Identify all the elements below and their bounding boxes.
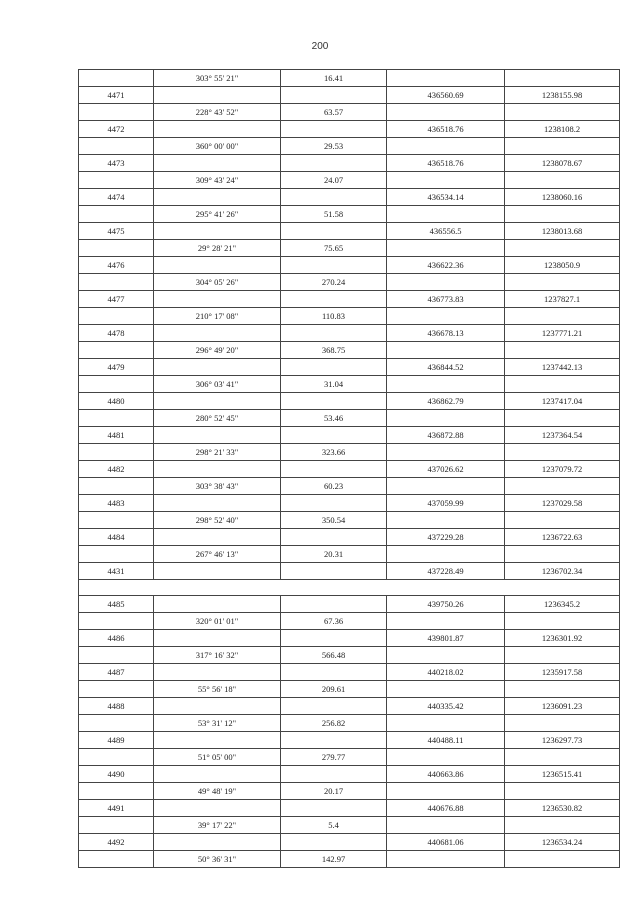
point-cell: 4481 <box>79 427 154 444</box>
point-row <box>79 393 620 410</box>
point-cell: 4488 <box>79 698 154 715</box>
y-coordinate-cell <box>505 478 620 495</box>
point-cell: 4474 <box>79 189 154 206</box>
x-coordinate-cell <box>387 817 505 834</box>
bearing-cell: 55° 56' 18" <box>154 681 281 698</box>
point-cell <box>79 851 154 868</box>
distance-cell: 142.97 <box>281 851 387 868</box>
point-row <box>79 766 620 783</box>
bearing-cell <box>154 189 281 206</box>
y-coordinate-cell <box>505 138 620 155</box>
x-coordinate-cell <box>387 512 505 529</box>
x-coordinate-cell: 436518.76 <box>387 121 505 138</box>
x-coordinate-cell: 436560.69 <box>387 87 505 104</box>
point-cell <box>79 749 154 766</box>
y-coordinate-cell <box>505 817 620 834</box>
point-cell <box>79 70 154 87</box>
bearing-cell <box>154 393 281 410</box>
distance-cell: 323.66 <box>281 444 387 461</box>
y-coordinate-cell: 1236301.92 <box>505 630 620 647</box>
x-coordinate-cell: 440488.11 <box>387 732 505 749</box>
y-coordinate-cell: 1236534.24 <box>505 834 620 851</box>
x-coordinate-cell: 436518.76 <box>387 155 505 172</box>
bearing-cell: 295° 41' 26" <box>154 206 281 223</box>
y-coordinate-cell: 1236722.63 <box>505 529 620 546</box>
distance-cell: 256.82 <box>281 715 387 732</box>
y-coordinate-cell <box>505 308 620 325</box>
point-cell <box>79 410 154 427</box>
x-coordinate-cell <box>387 783 505 800</box>
point-cell <box>79 512 154 529</box>
bearing-cell: 320° 01' 01" <box>154 613 281 630</box>
y-coordinate-cell <box>505 851 620 868</box>
traverse-leg-row <box>79 70 620 87</box>
distance-cell <box>281 800 387 817</box>
point-row <box>79 834 620 851</box>
point-cell: 4431 <box>79 563 154 580</box>
bearing-cell: 309° 43' 24" <box>154 172 281 189</box>
point-cell <box>79 376 154 393</box>
x-coordinate-cell <box>387 410 505 427</box>
y-coordinate-cell: 1236297.73 <box>505 732 620 749</box>
x-coordinate-cell <box>387 138 505 155</box>
x-coordinate-cell: 440335.42 <box>387 698 505 715</box>
x-coordinate-cell <box>387 715 505 732</box>
bearing-cell <box>154 223 281 240</box>
point-cell: 4483 <box>79 495 154 512</box>
y-coordinate-cell <box>505 647 620 664</box>
y-coordinate-cell: 1237029.58 <box>505 495 620 512</box>
y-coordinate-cell: 1238155.98 <box>505 87 620 104</box>
point-cell: 4485 <box>79 596 154 613</box>
y-coordinate-cell <box>505 410 620 427</box>
x-coordinate-cell: 436844.52 <box>387 359 505 376</box>
y-coordinate-cell <box>505 376 620 393</box>
bearing-cell <box>154 87 281 104</box>
y-coordinate-cell <box>505 749 620 766</box>
distance-cell <box>281 359 387 376</box>
bearing-cell <box>154 766 281 783</box>
bearing-cell: 303° 38' 43" <box>154 478 281 495</box>
bearing-cell <box>154 732 281 749</box>
point-cell <box>79 104 154 121</box>
distance-cell <box>281 461 387 478</box>
x-coordinate-cell: 440676.88 <box>387 800 505 817</box>
point-cell: 4479 <box>79 359 154 376</box>
point-row <box>79 664 620 681</box>
y-coordinate-cell <box>505 512 620 529</box>
point-cell: 4491 <box>79 800 154 817</box>
distance-cell: 5.4 <box>281 817 387 834</box>
point-cell <box>79 206 154 223</box>
point-cell: 4477 <box>79 291 154 308</box>
y-coordinate-cell: 1236530.82 <box>505 800 620 817</box>
point-cell <box>79 308 154 325</box>
distance-cell: 209.61 <box>281 681 387 698</box>
y-coordinate-cell: 1236515.41 <box>505 766 620 783</box>
y-coordinate-cell: 1237771.21 <box>505 325 620 342</box>
section-separator <box>79 580 620 596</box>
y-coordinate-cell <box>505 342 620 359</box>
bearing-cell <box>154 495 281 512</box>
point-cell: 4478 <box>79 325 154 342</box>
bearing-cell <box>154 291 281 308</box>
y-coordinate-cell: 1238013.68 <box>505 223 620 240</box>
point-cell: 4486 <box>79 630 154 647</box>
x-coordinate-cell: 437229.28 <box>387 529 505 546</box>
distance-cell: 110.83 <box>281 308 387 325</box>
point-row <box>79 800 620 817</box>
bearing-cell: 210° 17' 08" <box>154 308 281 325</box>
point-cell <box>79 546 154 563</box>
section-separator-row <box>79 580 620 596</box>
x-coordinate-cell: 437228.49 <box>387 563 505 580</box>
point-row <box>79 732 620 749</box>
bearing-cell: 29° 28' 21" <box>154 240 281 257</box>
x-coordinate-cell <box>387 172 505 189</box>
point-cell <box>79 342 154 359</box>
point-cell <box>79 715 154 732</box>
bearing-cell: 280° 52' 45" <box>154 410 281 427</box>
traverse-leg-row <box>79 851 620 868</box>
point-cell: 4473 <box>79 155 154 172</box>
point-row <box>79 563 620 580</box>
x-coordinate-cell <box>387 70 505 87</box>
x-coordinate-cell: 436862.79 <box>387 393 505 410</box>
y-coordinate-cell: 1235917.58 <box>505 664 620 681</box>
x-coordinate-cell <box>387 206 505 223</box>
y-coordinate-cell: 1236091.23 <box>505 698 620 715</box>
traverse-leg-row <box>79 478 620 495</box>
distance-cell: 53.46 <box>281 410 387 427</box>
distance-cell <box>281 766 387 783</box>
y-coordinate-cell <box>505 546 620 563</box>
traverse-leg-row <box>79 715 620 732</box>
y-coordinate-cell: 1236702.34 <box>505 563 620 580</box>
x-coordinate-cell: 440663.86 <box>387 766 505 783</box>
bearing-cell: 51° 05' 00" <box>154 749 281 766</box>
y-coordinate-cell <box>505 70 620 87</box>
bearing-cell: 306° 03' 41" <box>154 376 281 393</box>
traverse-leg-row <box>79 749 620 766</box>
point-row <box>79 87 620 104</box>
page-number: 200 <box>311 41 329 52</box>
x-coordinate-cell: 436556.5 <box>387 223 505 240</box>
x-coordinate-cell <box>387 274 505 291</box>
traverse-leg-row <box>79 783 620 800</box>
x-coordinate-cell: 439801.87 <box>387 630 505 647</box>
traverse-leg-row <box>79 308 620 325</box>
bearing-cell: 228° 43' 52" <box>154 104 281 121</box>
y-coordinate-cell: 1238078.67 <box>505 155 620 172</box>
distance-cell <box>281 630 387 647</box>
point-row <box>79 223 620 240</box>
x-coordinate-cell: 440218.02 <box>387 664 505 681</box>
x-coordinate-cell: 436773.83 <box>387 291 505 308</box>
traverse-leg-row <box>79 342 620 359</box>
x-coordinate-cell <box>387 342 505 359</box>
bearing-cell: 39° 17' 22" <box>154 817 281 834</box>
distance-cell <box>281 121 387 138</box>
y-coordinate-cell: 1238060.16 <box>505 189 620 206</box>
bearing-cell: 53° 31' 12" <box>154 715 281 732</box>
distance-cell <box>281 257 387 274</box>
bearing-cell: 50° 36' 31" <box>154 851 281 868</box>
distance-cell <box>281 664 387 681</box>
bearing-cell <box>154 664 281 681</box>
point-cell: 4475 <box>79 223 154 240</box>
distance-cell: 51.58 <box>281 206 387 223</box>
bearing-cell <box>154 121 281 138</box>
distance-cell <box>281 698 387 715</box>
bearing-cell: 360° 00' 00" <box>154 138 281 155</box>
point-cell <box>79 444 154 461</box>
distance-cell <box>281 834 387 851</box>
point-cell: 4489 <box>79 732 154 749</box>
point-cell <box>79 613 154 630</box>
traverse-leg-row <box>79 240 620 257</box>
traverse-leg-row <box>79 681 620 698</box>
x-coordinate-cell <box>387 240 505 257</box>
x-coordinate-cell <box>387 444 505 461</box>
traverse-leg-row <box>79 274 620 291</box>
point-cell: 4484 <box>79 529 154 546</box>
y-coordinate-cell: 1237827.1 <box>505 291 620 308</box>
point-cell <box>79 478 154 495</box>
point-cell <box>79 138 154 155</box>
bearing-cell <box>154 630 281 647</box>
y-coordinate-cell <box>505 172 620 189</box>
distance-cell: 20.17 <box>281 783 387 800</box>
y-coordinate-cell <box>505 104 620 121</box>
point-cell: 4482 <box>79 461 154 478</box>
point-row <box>79 155 620 172</box>
y-coordinate-cell: 1238050.9 <box>505 257 620 274</box>
x-coordinate-cell: 439750.26 <box>387 596 505 613</box>
y-coordinate-cell <box>505 444 620 461</box>
bearing-cell <box>154 834 281 851</box>
traverse-leg-row <box>79 613 620 630</box>
bearing-cell <box>154 325 281 342</box>
distance-cell <box>281 732 387 749</box>
x-coordinate-cell: 436678.13 <box>387 325 505 342</box>
point-row <box>79 257 620 274</box>
x-coordinate-cell <box>387 851 505 868</box>
traverse-leg-row <box>79 206 620 223</box>
distance-cell: 270.24 <box>281 274 387 291</box>
traverse-leg-row <box>79 512 620 529</box>
point-row <box>79 291 620 308</box>
point-row <box>79 325 620 342</box>
point-row <box>79 698 620 715</box>
point-row <box>79 596 620 613</box>
distance-cell <box>281 189 387 206</box>
bearing-cell: 267° 46' 13" <box>154 546 281 563</box>
bearing-cell: 49° 48' 19" <box>154 783 281 800</box>
x-coordinate-cell: 437026.62 <box>387 461 505 478</box>
x-coordinate-cell <box>387 647 505 664</box>
distance-cell <box>281 529 387 546</box>
point-cell <box>79 647 154 664</box>
bearing-cell <box>154 563 281 580</box>
traverse-leg-row <box>79 138 620 155</box>
point-row <box>79 495 620 512</box>
y-coordinate-cell: 1236345.2 <box>505 596 620 613</box>
coordinate-table-body <box>79 70 620 868</box>
y-coordinate-cell <box>505 206 620 223</box>
x-coordinate-cell <box>387 478 505 495</box>
distance-cell: 24.07 <box>281 172 387 189</box>
y-coordinate-cell: 1237364.54 <box>505 427 620 444</box>
y-coordinate-cell: 1237079.72 <box>505 461 620 478</box>
y-coordinate-cell <box>505 783 620 800</box>
distance-cell <box>281 223 387 240</box>
distance-cell <box>281 427 387 444</box>
traverse-leg-row <box>79 376 620 393</box>
point-row <box>79 461 620 478</box>
y-coordinate-cell: 1237442.13 <box>505 359 620 376</box>
y-coordinate-cell: 1238108.2 <box>505 121 620 138</box>
point-row <box>79 189 620 206</box>
point-cell: 4480 <box>79 393 154 410</box>
distance-cell: 20.31 <box>281 546 387 563</box>
distance-cell <box>281 87 387 104</box>
traverse-leg-row <box>79 647 620 664</box>
bearing-cell: 298° 21' 33" <box>154 444 281 461</box>
bearing-cell <box>154 427 281 444</box>
point-row <box>79 630 620 647</box>
point-cell <box>79 274 154 291</box>
bearing-cell: 296° 49' 20" <box>154 342 281 359</box>
y-coordinate-cell <box>505 274 620 291</box>
y-coordinate-cell <box>505 715 620 732</box>
x-coordinate-cell <box>387 681 505 698</box>
y-coordinate-cell <box>505 240 620 257</box>
traverse-leg-row <box>79 546 620 563</box>
distance-cell <box>281 155 387 172</box>
distance-cell <box>281 495 387 512</box>
bearing-cell: 317° 16' 32" <box>154 647 281 664</box>
x-coordinate-cell <box>387 749 505 766</box>
bearing-cell <box>154 359 281 376</box>
point-row <box>79 121 620 138</box>
distance-cell: 350.54 <box>281 512 387 529</box>
bearing-cell <box>154 698 281 715</box>
bearing-cell: 298° 52' 40" <box>154 512 281 529</box>
distance-cell: 279.77 <box>281 749 387 766</box>
x-coordinate-cell <box>387 104 505 121</box>
x-coordinate-cell <box>387 376 505 393</box>
x-coordinate-cell: 436622.36 <box>387 257 505 274</box>
x-coordinate-cell <box>387 308 505 325</box>
distance-cell: 75.65 <box>281 240 387 257</box>
bearing-cell <box>154 155 281 172</box>
point-row <box>79 427 620 444</box>
point-cell: 4476 <box>79 257 154 274</box>
distance-cell: 31.04 <box>281 376 387 393</box>
point-cell: 4492 <box>79 834 154 851</box>
traverse-leg-row <box>79 817 620 834</box>
distance-cell <box>281 563 387 580</box>
x-coordinate-cell: 437059.99 <box>387 495 505 512</box>
point-cell: 4487 <box>79 664 154 681</box>
point-cell: 4472 <box>79 121 154 138</box>
point-row <box>79 359 620 376</box>
x-coordinate-cell: 440681.06 <box>387 834 505 851</box>
distance-cell: 16.41 <box>281 70 387 87</box>
traverse-leg-row <box>79 410 620 427</box>
distance-cell <box>281 596 387 613</box>
bearing-cell <box>154 596 281 613</box>
bearing-cell <box>154 529 281 546</box>
x-coordinate-cell <box>387 613 505 630</box>
traverse-leg-row <box>79 172 620 189</box>
distance-cell: 566.48 <box>281 647 387 664</box>
traverse-leg-row <box>79 444 620 461</box>
point-cell: 4471 <box>79 87 154 104</box>
x-coordinate-cell: 436534.14 <box>387 189 505 206</box>
distance-cell <box>281 393 387 410</box>
distance-cell: 29.53 <box>281 138 387 155</box>
point-cell: 4490 <box>79 766 154 783</box>
distance-cell: 60.23 <box>281 478 387 495</box>
distance-cell: 67.36 <box>281 613 387 630</box>
bearing-cell <box>154 257 281 274</box>
distance-cell: 63.57 <box>281 104 387 121</box>
bearing-cell: 304° 05' 26" <box>154 274 281 291</box>
y-coordinate-cell: 1237417.04 <box>505 393 620 410</box>
distance-cell <box>281 325 387 342</box>
point-cell <box>79 817 154 834</box>
bearing-cell: 303° 55' 21" <box>154 70 281 87</box>
point-cell <box>79 240 154 257</box>
y-coordinate-cell <box>505 613 620 630</box>
point-row <box>79 529 620 546</box>
x-coordinate-cell: 436872.88 <box>387 427 505 444</box>
distance-cell: 368.75 <box>281 342 387 359</box>
distance-cell <box>281 291 387 308</box>
traverse-leg-row <box>79 104 620 121</box>
coordinate-table <box>78 69 620 868</box>
bearing-cell <box>154 461 281 478</box>
bearing-cell <box>154 800 281 817</box>
y-coordinate-cell <box>505 681 620 698</box>
point-cell <box>79 681 154 698</box>
point-cell <box>79 783 154 800</box>
point-cell <box>79 172 154 189</box>
x-coordinate-cell <box>387 546 505 563</box>
